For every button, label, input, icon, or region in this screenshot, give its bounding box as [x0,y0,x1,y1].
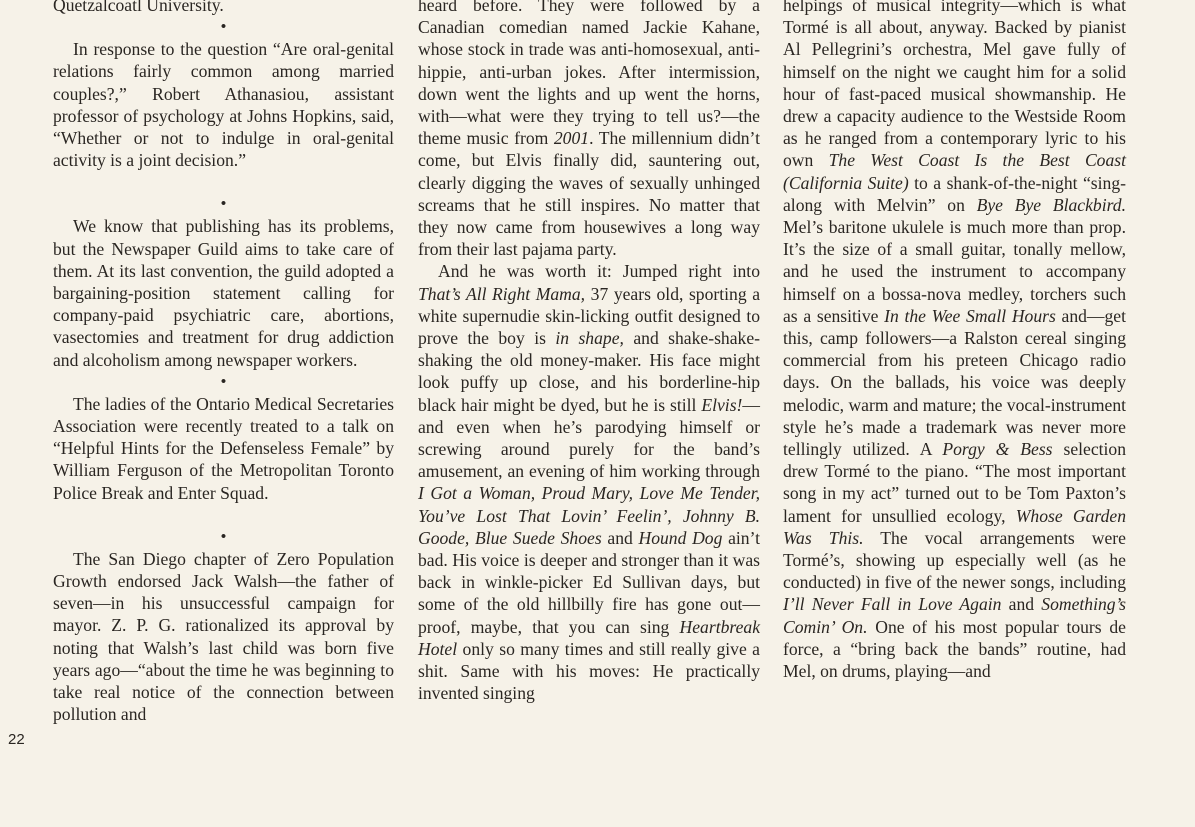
song-titles-list: I Got a Woman, Proud Mary, Love Me Tender, You’ve Lost That Lovin’ Feelin’, Johnny B. Goode, Blue Suede Shoes [418,483,760,548]
bullet-separator: • [220,528,227,545]
song-title: Whose Garden Was This. [783,505,1126,548]
paragraph-newspaper-guild: We know that publishing has its problems, but the Newspaper Guild aims to take care of them. At its last convention, the guild adopted a bargaining-position statement calling for company-paid psychiatric care, abortions, vasectomies and treatment for drug addiction and alcoholism among newspaper workers. [53,216,394,370]
column-middle [418,0,760,705]
song-title: That’s All Right Mama, [418,283,586,304]
page-number: 22 [8,731,25,748]
song-title: I’ll Never Fall in Love Again [783,594,1002,615]
column-left [53,0,394,725]
paragraph-elvis-review: And he was worth it: Jumped right into That’s All Right Mama, 37 years old, sporting a white supernudie skin-licking outfit designed to prove the boy is in shape, and shake-shake-shaking the old money-maker. His face might look puffy up close, and his borderline-hip black hair might be dyed, but he is still Elvis!—and even when he’s parodying himself or screwing around purely for the band’s amusement, an evening of him working through I Got a Woman, Proud Mary, Love Me Tender, You’ve Lost That Lovin’ Feelin’, Johnny B. Goode, Blue Suede Shoes and Hound Dog ain’t bad. His voice is deeper and stronger than it was back in winkle-picker Ed Sullivan days, but some of the old hillbilly fire has gone out—proof, maybe, that you can sing Heartbreak Hotel only so many times and still really give a shit. Same with his moves: He practically invented singing [418,261,760,704]
paragraph-oral-genital: In response to the question “Are oral-genital relations fairly common among married couples?,” Robert Athanasiou, assistant professor of psychology at Johns Hopkins, said, “Whether or not to indulge in oral-genital activity is a joint decision.” [53,39,394,171]
paragraph-elvis-opening: heard before. They were followed by a Canadian comedian named Jackie Kahane, whose stock in trade was anti-homosexual, anti-hippie, anti-urban jokes. After intermission, down went the lights and up went the horns, with—what were they trying to tell us?—the theme music from 2001. The millennium didn’t come, but Elvis finally did, sauntering out, clearly digging the waves of sexually unhinged screams that he still inspires. No matter that they now came from housewives a long way from their last pajama party. [418,0,760,260]
song-title: The West Coast Is the Best Coast (California Suite) [783,150,1127,193]
song-title: Porgy & Bess [942,439,1053,460]
song-title: Hound Dog [638,527,723,548]
bullet-separator: • [220,19,227,36]
bullet-separator: • [220,196,227,213]
paragraph-zero-population: The San Diego chapter of Zero Population Growth endorsed Jack Walsh—the father of seven—in his unsuccessful campaign for mayor. Z. P. G. rationalized its approval by noting that Walsh’s last child was born five years ago—“about the time he was beginning to take real notice of the connection between pollution and [53,548,394,725]
paragraph-ontario-secretaries: The ladies of the Ontario Medical Secretaries Association were recently treated to a talk on “Helpful Hints for the Defenseless Female” by William Ferguson of the Metropolitan Toronto Police Break and Enter Squad. [53,393,394,503]
column-right [783,0,1126,682]
song-title: In the Wee Small Hours [884,305,1056,326]
song-title: Heartbreak Hotel [418,616,760,659]
song-title: Something’s Comin’ On. [783,594,1126,637]
bullet-separator: • [220,373,227,390]
song-title: Bye Bye Blackbird. [976,194,1126,215]
paragraph-university: Quetzalcoatl University. [53,0,224,15]
title-2001: 2001 [553,128,590,149]
paragraph-torme-review: helpings of musical integrity—which is what Tormé is all about, anyway. Backed by pianist Al Pellegrini’s orchestra, Mel gave fully of himself on the night we caught him for a solid hour of fast-paced musical showmanship. He drew a capacity audience to the Westside Room as he ranged from a contemporary lyric to his own The West Coast Is the Best Coast (California Suite) to a shank-of-the-night “sing-along with Melvin” on Bye Bye Blackbird. Mel’s baritone ukulele is much more than prop. It’s the size of a small guitar, tonally mellow, and he used the instrument to accompany himself on a bossa-nova medley, torchers such as a sensitive In the Wee Small Hours and—get this, camp followers—a Ralston cereal singing commercial from his preteen Chicago radio days. On the ballads, his voice was deeply melodic, warm and mature; the vocal-instrument style he’s made a trademark was never more tellingly utilized. A Porgy & Bess selection drew Tormé to the piano. “The most important song in my act” turned out to be Tom Paxton’s lament for unsullied ecology, Whose Garden Was This. The vocal arrangements were Tormé’s, showing up especially well (as he conducted) in five of the newer songs, including I’ll Never Fall in Love Again and Something’s Comin’ On. One of his most popular tours de force, a “bring back the bands” routine, had Mel, on drums, playing—and [783,0,1127,682]
